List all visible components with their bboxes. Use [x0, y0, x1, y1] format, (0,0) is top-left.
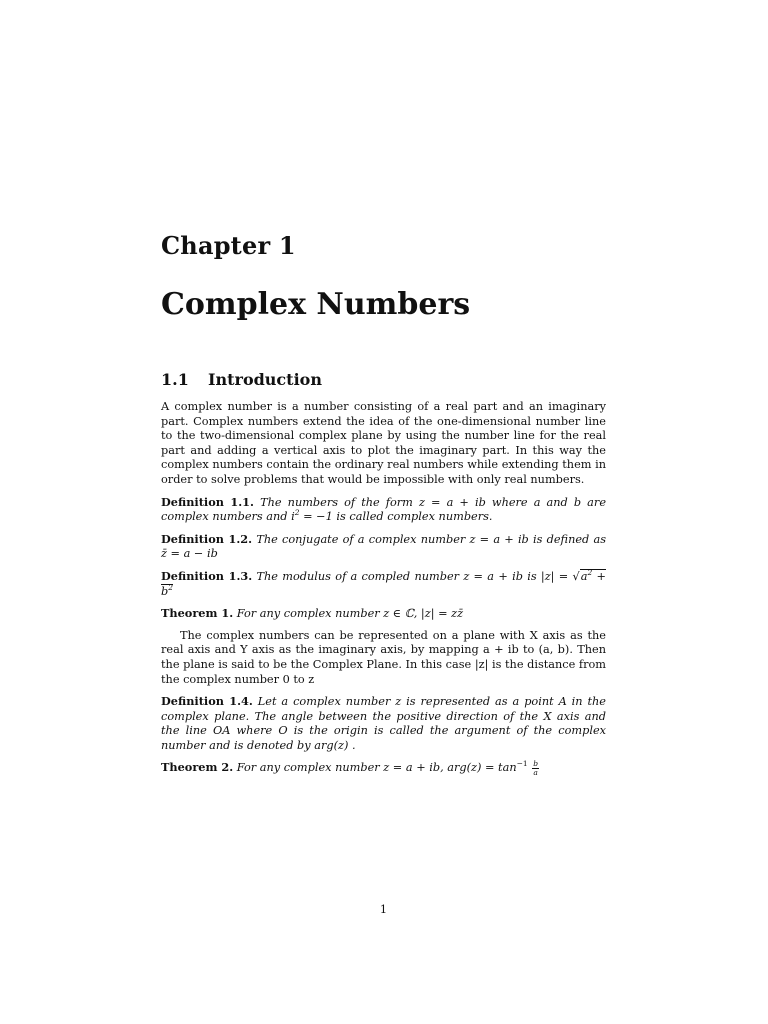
- definition-1-3-heading: Definition 1.3.: [161, 568, 253, 583]
- theorem-2-heading: Theorem 2.: [161, 760, 234, 775]
- chapter-title: Complex Numbers: [161, 287, 471, 322]
- theorem-2-exponent: −1: [516, 759, 528, 769]
- fraction-denominator: a: [533, 767, 538, 777]
- definition-1-4-text: Let a complex number z is represented as a point A in the complex plane. The angle between the positive direction of the X axis and the line OA where O is the origin is called the argument of the complex number and is denoted by arg(z) .: [161, 695, 606, 752]
- definition-1-3-text: The modulus of a compled number z = a + ib is |z| =: [256, 569, 573, 583]
- definition-1-1-heading: Definition 1.1.: [161, 494, 254, 509]
- section-body: [161, 400, 606, 776]
- theorem-2: [161, 760, 606, 776]
- radicand-b: + b: [161, 569, 607, 598]
- section-title: Introduction: [208, 370, 322, 389]
- theorem-1-text: For any complex number z ∈ ℂ, |z| = zz̄: [236, 607, 464, 621]
- chapter-label: Chapter 1: [161, 231, 296, 260]
- section-number: 1.1: [161, 370, 189, 389]
- definition-1-1-text-a: The numbers of the form z = a + ib where a and b are complex numbers and i: [161, 495, 606, 524]
- fraction: [532, 760, 539, 776]
- theorem-1: [161, 606, 606, 622]
- document-page: [161, 0, 606, 1024]
- theorem-1-heading: Theorem 1.: [161, 606, 234, 621]
- complex-plane-paragraph: The complex numbers can be represented on a plane with X axis as the real axis and Y axis as the imaginary axis, by mapping a + ib to (a, b). Then the plane is said to be the Complex Plane. In this case |z| is the distance from the complex number 0 to z: [161, 628, 606, 686]
- intro-paragraph: A complex number is a number consisting of a real part and an imaginary part. Complex numbers extend the idea of the one-dimensional number line to the two-dimensional complex plane by using the number line for the real part and adding a vertical axis to plot the imaginary part. In this way the complex numbers contain the ordinary real numbers while extending them in order to solve problems that would be impossible with only real numbers.: [161, 400, 606, 486]
- definition-1-1: [161, 495, 606, 525]
- definition-1-2-text: The conjugate of a complex number z = a + ib is defined as z̄ = a − ib: [161, 532, 607, 561]
- definition-1-3: [161, 569, 606, 599]
- definition-1-4-heading: Definition 1.4.: [161, 694, 253, 709]
- section-heading: [161, 370, 322, 389]
- definition-1-1-exponent: 2: [294, 508, 300, 518]
- fraction-numerator: b: [533, 759, 539, 769]
- theorem-2-text: For any complex number z = a + ib, arg(z) = tan: [236, 761, 517, 775]
- definition-1-2: [161, 532, 606, 562]
- definition-1-1-text-b: = −1 is called complex numbers.: [299, 510, 493, 524]
- radicand-a-exponent: 2: [587, 568, 593, 578]
- radicand-b-exponent: 2: [168, 582, 174, 592]
- radical-sign: √: [572, 569, 580, 583]
- page-number: 1: [379, 903, 388, 916]
- radicand-a: a: [580, 569, 588, 583]
- definition-1-4: [161, 694, 606, 753]
- definition-1-2-heading: Definition 1.2.: [161, 531, 253, 546]
